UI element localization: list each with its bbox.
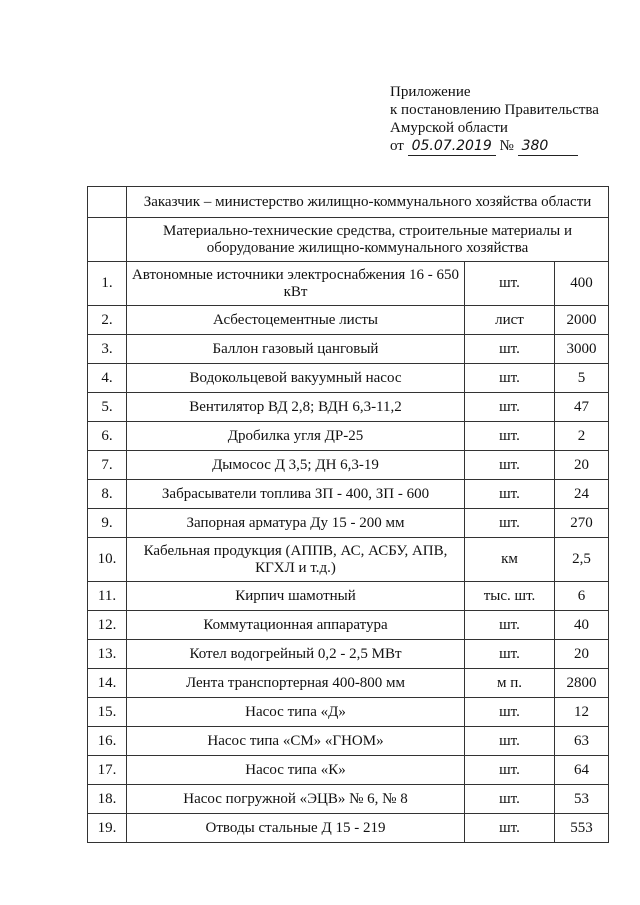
- table-row: [88, 393, 609, 422]
- item-unit: шт.: [465, 814, 555, 843]
- row-number: 12.: [88, 611, 127, 640]
- item-quantity: 270: [555, 509, 609, 538]
- item-name: Насос типа «СМ» «ГНОМ»: [127, 727, 465, 756]
- table-row: [88, 640, 609, 669]
- item-name: Котел водогрейный 0,2 - 2,5 МВт: [127, 640, 465, 669]
- item-quantity: 64: [555, 756, 609, 785]
- item-quantity: 40: [555, 611, 609, 640]
- item-unit: шт.: [465, 785, 555, 814]
- item-unit: км: [465, 538, 555, 582]
- table-row: [88, 306, 609, 335]
- item-name: Кирпич шамотный: [127, 582, 465, 611]
- item-unit: шт.: [465, 422, 555, 451]
- item-unit: шт.: [465, 335, 555, 364]
- table-row: [88, 611, 609, 640]
- row-number: 6.: [88, 422, 127, 451]
- item-unit: м п.: [465, 669, 555, 698]
- item-quantity: 400: [555, 262, 609, 306]
- table-row: [88, 262, 609, 306]
- item-unit: шт.: [465, 756, 555, 785]
- row-number: 13.: [88, 640, 127, 669]
- item-quantity: 553: [555, 814, 609, 843]
- item-name: Насос типа «Д»: [127, 698, 465, 727]
- item-unit: шт.: [465, 698, 555, 727]
- item-name: Насос погружной «ЭЦВ» № 6, № 8: [127, 785, 465, 814]
- item-name: Автономные источники электроснабжения 16 - 650 кВт: [127, 262, 465, 306]
- table-row: [88, 422, 609, 451]
- item-name: Запорная арматура Ду 15 - 200 мм: [127, 509, 465, 538]
- row-number: 17.: [88, 756, 127, 785]
- row-number: 10.: [88, 538, 127, 582]
- item-name: Насос типа «К»: [127, 756, 465, 785]
- item-unit: шт.: [465, 509, 555, 538]
- decree-number: 380: [518, 137, 578, 156]
- row-number: 4.: [88, 364, 127, 393]
- item-name: Лента транспортерная 400-800 мм: [127, 669, 465, 698]
- customer-cell: Заказчик – министерство жилищно-коммунального хозяйства области: [127, 187, 609, 218]
- empty-cell: [88, 187, 127, 218]
- item-unit: шт.: [465, 727, 555, 756]
- row-number: 1.: [88, 262, 127, 306]
- item-quantity: 2: [555, 422, 609, 451]
- item-quantity: 3000: [555, 335, 609, 364]
- from-label: от: [390, 138, 404, 154]
- row-number: 14.: [88, 669, 127, 698]
- item-quantity: 47: [555, 393, 609, 422]
- item-unit: шт.: [465, 640, 555, 669]
- table-row: [88, 335, 609, 364]
- item-quantity: 20: [555, 640, 609, 669]
- item-quantity: 63: [555, 727, 609, 756]
- table-row: [88, 582, 609, 611]
- item-unit: шт.: [465, 393, 555, 422]
- item-quantity: 2,5: [555, 538, 609, 582]
- item-unit: шт.: [465, 611, 555, 640]
- empty-cell: [88, 218, 127, 262]
- row-number: 15.: [88, 698, 127, 727]
- row-number: 19.: [88, 814, 127, 843]
- item-unit: тыс. шт.: [465, 582, 555, 611]
- category-row: [88, 218, 609, 262]
- table-row: [88, 451, 609, 480]
- row-number: 16.: [88, 727, 127, 756]
- decree-date: 05.07.2019: [408, 137, 496, 156]
- item-name: Асбестоцементные листы: [127, 306, 465, 335]
- row-number: 11.: [88, 582, 127, 611]
- row-number: 3.: [88, 335, 127, 364]
- decree-reference: к постановлению Правительства: [390, 102, 599, 118]
- item-name: Коммутационная аппаратура: [127, 611, 465, 640]
- item-name: Забрасыватели топлива ЗП - 400, ЗП - 600: [127, 480, 465, 509]
- number-label: №: [499, 138, 514, 154]
- row-number: 9.: [88, 509, 127, 538]
- table-row: [88, 538, 609, 582]
- row-number: 7.: [88, 451, 127, 480]
- item-quantity: 53: [555, 785, 609, 814]
- category-cell: Материально-технические средства, строительные материалы и оборудование жилищно-коммунального хозяйства: [127, 218, 609, 262]
- item-name: Баллон газовый цанговый: [127, 335, 465, 364]
- item-quantity: 2000: [555, 306, 609, 335]
- table-row: [88, 756, 609, 785]
- table-row: [88, 785, 609, 814]
- row-number: 5.: [88, 393, 127, 422]
- item-unit: шт.: [465, 480, 555, 509]
- appendix-title: Приложение: [390, 84, 471, 100]
- table-row: [88, 364, 609, 393]
- region-name: Амурской области: [390, 120, 508, 136]
- item-name: Водокольцевой вакуумный насос: [127, 364, 465, 393]
- materials-table: [87, 186, 609, 843]
- item-name: Дробилка угля ДР-25: [127, 422, 465, 451]
- table-row: [88, 727, 609, 756]
- item-quantity: 6: [555, 582, 609, 611]
- table-row: [88, 480, 609, 509]
- item-name: Отводы стальные Д 15 - 219: [127, 814, 465, 843]
- customer-row: [88, 187, 609, 218]
- item-name: Кабельная продукция (АППВ, АС, АСБУ, АПВ, КГХЛ и т.д.): [127, 538, 465, 582]
- item-name: Вентилятор ВД 2,8; ВДН 6,3-11,2: [127, 393, 465, 422]
- item-quantity: 24: [555, 480, 609, 509]
- item-unit: лист: [465, 306, 555, 335]
- item-quantity: 2800: [555, 669, 609, 698]
- row-number: 18.: [88, 785, 127, 814]
- decree-date-line: [390, 137, 599, 156]
- table-row: [88, 698, 609, 727]
- row-number: 2.: [88, 306, 127, 335]
- table-row: [88, 509, 609, 538]
- item-quantity: 20: [555, 451, 609, 480]
- appendix-header: [390, 83, 599, 156]
- table-row: [88, 814, 609, 843]
- item-unit: шт.: [465, 451, 555, 480]
- item-unit: шт.: [465, 364, 555, 393]
- item-unit: шт.: [465, 262, 555, 306]
- item-quantity: 5: [555, 364, 609, 393]
- item-name: Дымосос Д 3,5; ДН 6,3-19: [127, 451, 465, 480]
- item-quantity: 12: [555, 698, 609, 727]
- row-number: 8.: [88, 480, 127, 509]
- table-row: [88, 669, 609, 698]
